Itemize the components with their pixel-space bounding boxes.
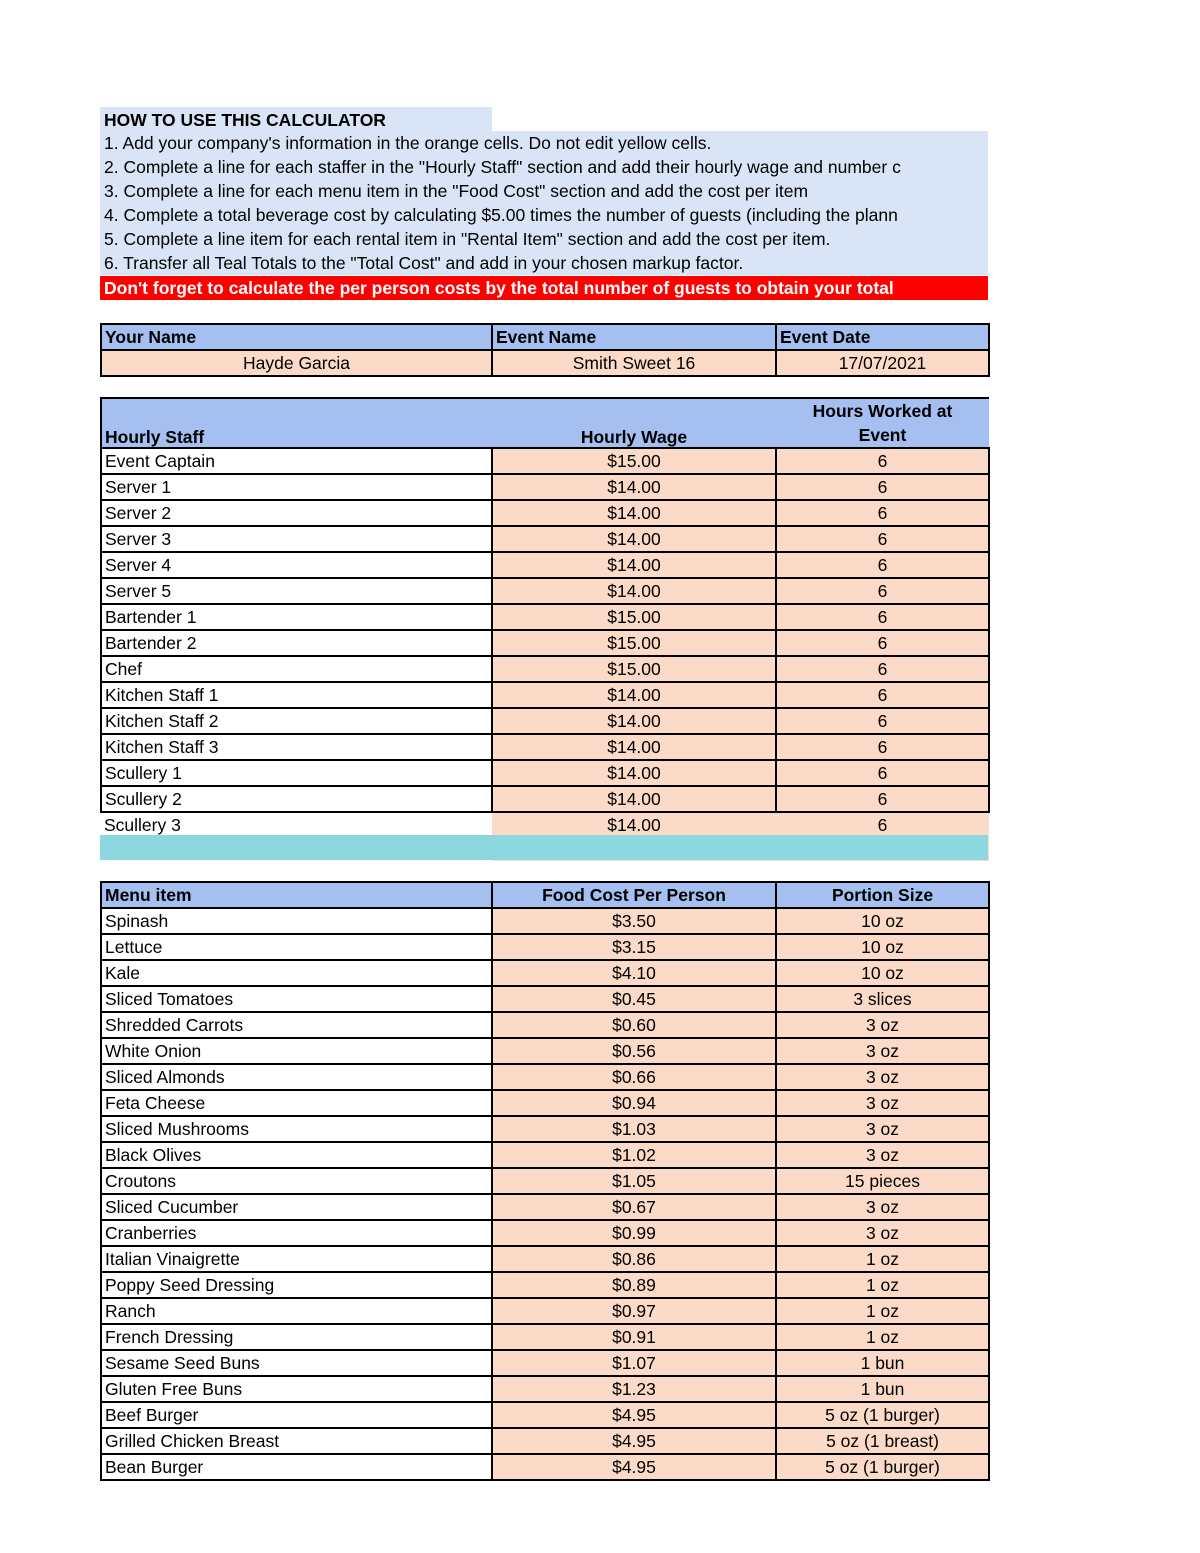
staff-wage[interactable]: $14.00 <box>492 682 776 708</box>
menu-item[interactable]: Sliced Mushrooms <box>101 1116 492 1142</box>
menu-cost[interactable]: $0.94 <box>492 1090 776 1116</box>
menu-portion[interactable]: 1 bun <box>776 1376 989 1402</box>
menu-cost[interactable]: $0.99 <box>492 1220 776 1246</box>
menu-portion[interactable]: 1 oz <box>776 1298 989 1324</box>
staff-hours[interactable]: 6 <box>776 812 989 837</box>
staff-hours[interactable]: 6 <box>776 500 989 526</box>
instruction-step-6: 6. Transfer all Teal Totals to the "Total Cost" and add in your chosen markup factor. <box>100 251 988 275</box>
staff-row <box>101 474 989 500</box>
hourly-staff-table <box>100 397 990 861</box>
staff-row <box>101 682 989 708</box>
menu-cost[interactable]: $0.45 <box>492 986 776 1012</box>
menu-row <box>101 1350 989 1376</box>
menu-cost[interactable]: $1.23 <box>492 1376 776 1402</box>
staff-hours[interactable]: 6 <box>776 552 989 578</box>
menu-item[interactable]: Lettuce <box>101 934 492 960</box>
menu-item[interactable]: Bean Burger <box>101 1454 492 1480</box>
menu-portion[interactable]: 3 oz <box>776 1038 989 1064</box>
menu-portion[interactable]: 10 oz <box>776 934 989 960</box>
menu-item[interactable]: French Dressing <box>101 1324 492 1350</box>
staff-row <box>101 552 989 578</box>
menu-item[interactable]: Gluten Free Buns <box>101 1376 492 1402</box>
staff-wage[interactable]: $15.00 <box>492 656 776 682</box>
menu-portion[interactable]: 3 oz <box>776 1090 989 1116</box>
staff-row <box>101 708 989 734</box>
menu-row <box>101 1246 989 1272</box>
staff-hours[interactable]: 6 <box>776 448 989 474</box>
menu-portion[interactable]: 5 oz (1 burger) <box>776 1454 989 1480</box>
staff-teal-total-bar <box>100 835 988 860</box>
staff-hours[interactable]: 6 <box>776 604 989 630</box>
menu-cost[interactable]: $1.02 <box>492 1142 776 1168</box>
menu-row <box>101 1428 989 1454</box>
staff-hours[interactable]: 6 <box>776 682 989 708</box>
event-info-header-row <box>101 324 989 350</box>
menu-portion[interactable]: 3 slices <box>776 986 989 1012</box>
menu-cost[interactable]: $1.05 <box>492 1168 776 1194</box>
menu-portion[interactable]: 3 oz <box>776 1012 989 1038</box>
staff-role[interactable]: Kitchen Staff 1 <box>101 682 492 708</box>
hours-worked-header-line1: Hours Worked at <box>812 401 953 421</box>
menu-cost[interactable]: $3.50 <box>492 908 776 934</box>
warning-banner: Don't forget to calculate the per person costs by the total number of guests to obtain your total <box>100 276 988 300</box>
staff-row <box>101 448 989 474</box>
menu-item[interactable]: Feta Cheese <box>101 1090 492 1116</box>
menu-item[interactable]: Grilled Chicken Breast <box>101 1428 492 1454</box>
event-date-header: Event Date <box>776 324 989 350</box>
staff-role[interactable]: Server 4 <box>101 552 492 578</box>
menu-portion[interactable]: 5 oz (1 burger) <box>776 1402 989 1428</box>
menu-item[interactable]: Spinash <box>101 908 492 934</box>
portion-size-header: Portion Size <box>776 882 989 908</box>
staff-role[interactable]: Bartender 1 <box>101 604 492 630</box>
staff-row <box>101 656 989 682</box>
hourly-staff-header-row <box>101 398 989 448</box>
staff-wage[interactable]: $14.00 <box>492 552 776 578</box>
menu-portion[interactable]: 10 oz <box>776 908 989 934</box>
staff-role[interactable]: Server 1 <box>101 474 492 500</box>
menu-row <box>101 908 989 934</box>
staff-role[interactable]: Chef <box>101 656 492 682</box>
instruction-step-5: 5. Complete a line item for each rental item in "Rental Item" section and add the cost per item. <box>100 227 988 251</box>
menu-portion[interactable]: 1 oz <box>776 1324 989 1350</box>
menu-portion[interactable]: 3 oz <box>776 1220 989 1246</box>
instruction-step-3: 3. Complete a line for each menu item in the "Food Cost" section and add the cost per item <box>100 179 988 203</box>
menu-item[interactable]: Black Olives <box>101 1142 492 1168</box>
staff-wage[interactable]: $14.00 <box>492 786 776 812</box>
menu-cost[interactable]: $3.15 <box>492 934 776 960</box>
menu-row <box>101 1012 989 1038</box>
staff-role[interactable]: Kitchen Staff 2 <box>101 708 492 734</box>
menu-portion[interactable]: 1 oz <box>776 1272 989 1298</box>
your-name-header: Your Name <box>101 324 492 350</box>
menu-item[interactable]: Sliced Cucumber <box>101 1194 492 1220</box>
menu-cost[interactable]: $0.67 <box>492 1194 776 1220</box>
menu-cost[interactable]: $4.95 <box>492 1402 776 1428</box>
event-info-value-row <box>101 350 989 376</box>
menu-item-header: Menu item <box>101 882 492 908</box>
staff-wage[interactable]: $14.00 <box>492 760 776 786</box>
menu-portion[interactable]: 1 oz <box>776 1246 989 1272</box>
menu-row <box>101 934 989 960</box>
staff-hours[interactable]: 6 <box>776 656 989 682</box>
staff-wage[interactable]: $14.00 <box>492 500 776 526</box>
hours-worked-header <box>776 398 989 448</box>
staff-row <box>101 786 989 812</box>
menu-item[interactable]: Italian Vinaigrette <box>101 1246 492 1272</box>
menu-cost[interactable]: $4.95 <box>492 1454 776 1480</box>
event-info-table <box>100 323 990 377</box>
staff-hours[interactable]: 6 <box>776 630 989 656</box>
menu-cost[interactable]: $4.10 <box>492 960 776 986</box>
food-cost-header: Food Cost Per Person <box>492 882 776 908</box>
staff-role[interactable]: Scullery 3 <box>104 815 181 835</box>
menu-item[interactable]: Shredded Carrots <box>101 1012 492 1038</box>
menu-item[interactable]: Sliced Almonds <box>101 1064 492 1090</box>
staff-role[interactable]: Server 2 <box>101 500 492 526</box>
menu-row <box>101 1090 989 1116</box>
staff-wage[interactable]: $14.00 <box>492 474 776 500</box>
staff-hours[interactable]: 6 <box>776 734 989 760</box>
menu-item[interactable]: Poppy Seed Dressing <box>101 1272 492 1298</box>
staff-wage[interactable]: $15.00 <box>492 630 776 656</box>
menu-item[interactable]: Beef Burger <box>101 1402 492 1428</box>
menu-cost[interactable]: $0.60 <box>492 1012 776 1038</box>
menu-row <box>101 986 989 1012</box>
menu-row <box>101 1402 989 1428</box>
instruction-step-1: 1. Add your company's information in the orange cells. Do not edit yellow cells. <box>100 131 988 155</box>
menu-row <box>101 1142 989 1168</box>
staff-row <box>101 604 989 630</box>
event-date-cell[interactable]: 17/07/2021 <box>776 350 989 376</box>
menu-cost[interactable]: $1.03 <box>492 1116 776 1142</box>
instruction-step-2: 2. Complete a line for each staffer in the "Hourly Staff" section and add their hourly wage and number c <box>100 155 988 179</box>
menu-row <box>101 1116 989 1142</box>
menu-item[interactable]: Ranch <box>101 1298 492 1324</box>
menu-row <box>101 1194 989 1220</box>
menu-row <box>101 1454 989 1480</box>
menu-row <box>101 1324 989 1350</box>
staff-hours[interactable]: 6 <box>776 526 989 552</box>
menu-row <box>101 1298 989 1324</box>
hours-worked-header-line2: Event <box>858 425 907 445</box>
menu-item[interactable]: Kale <box>101 960 492 986</box>
staff-hours[interactable]: 6 <box>776 474 989 500</box>
menu-cost[interactable]: $0.89 <box>492 1272 776 1298</box>
staff-wage[interactable]: $15.00 <box>492 604 776 630</box>
staff-role[interactable]: Server 5 <box>101 578 492 604</box>
menu-portion[interactable]: 5 oz (1 breast) <box>776 1428 989 1454</box>
staff-row <box>101 812 989 837</box>
menu-item[interactable]: Sliced Tomatoes <box>101 986 492 1012</box>
menu-cost[interactable]: $0.91 <box>492 1324 776 1350</box>
staff-hours[interactable]: 6 <box>776 760 989 786</box>
staff-role[interactable]: Kitchen Staff 3 <box>101 734 492 760</box>
staff-row <box>101 734 989 760</box>
staff-row <box>101 630 989 656</box>
your-name-cell[interactable]: Hayde Garcia <box>101 350 492 376</box>
menu-row <box>101 1272 989 1298</box>
menu-row <box>101 1220 989 1246</box>
menu-item[interactable]: White Onion <box>101 1038 492 1064</box>
menu-portion[interactable]: 3 oz <box>776 1116 989 1142</box>
menu-portion[interactable]: 15 pieces <box>776 1168 989 1194</box>
menu-row <box>101 960 989 986</box>
staff-role[interactable]: Scullery 1 <box>101 760 492 786</box>
menu-cost[interactable]: $0.56 <box>492 1038 776 1064</box>
menu-row <box>101 1038 989 1064</box>
menu-cost[interactable]: $0.86 <box>492 1246 776 1272</box>
staff-row <box>101 578 989 604</box>
staff-wage[interactable]: $14.00 <box>492 708 776 734</box>
staff-wage[interactable]: $14.00 <box>492 578 776 604</box>
menu-cost[interactable]: $0.66 <box>492 1064 776 1090</box>
staff-hours[interactable]: 6 <box>776 578 989 604</box>
menu-table <box>100 881 990 1481</box>
staff-role[interactable]: Bartender 2 <box>101 630 492 656</box>
staff-row <box>101 500 989 526</box>
menu-cost[interactable]: $0.97 <box>492 1298 776 1324</box>
staff-row <box>101 526 989 552</box>
staff-hours[interactable]: 6 <box>776 708 989 734</box>
menu-portion[interactable]: 3 oz <box>776 1194 989 1220</box>
menu-portion[interactable]: 3 oz <box>776 1064 989 1090</box>
staff-row <box>101 760 989 786</box>
event-name-cell[interactable]: Smith Sweet 16 <box>492 350 776 376</box>
instruction-step-4: 4. Complete a total beverage cost by calculating $5.00 times the number of guests (including the plann <box>100 203 988 227</box>
menu-row <box>101 1376 989 1402</box>
menu-cost[interactable]: $1.07 <box>492 1350 776 1376</box>
menu-row <box>101 1168 989 1194</box>
menu-portion[interactable]: 3 oz <box>776 1142 989 1168</box>
staff-role[interactable]: Server 3 <box>101 526 492 552</box>
staff-wage[interactable]: $14.00 <box>492 734 776 760</box>
staff-role[interactable]: Event Captain <box>101 448 492 474</box>
staff-hours[interactable]: 6 <box>776 786 989 812</box>
menu-header-row <box>101 882 989 908</box>
staff-role[interactable]: Scullery 2 <box>101 786 492 812</box>
menu-portion[interactable]: 10 oz <box>776 960 989 986</box>
menu-portion[interactable]: 1 bun <box>776 1350 989 1376</box>
staff-wage[interactable]: $14.00 <box>492 526 776 552</box>
menu-item[interactable]: Sesame Seed Buns <box>101 1350 492 1376</box>
staff-wage[interactable]: $14.00 <box>492 812 776 837</box>
event-name-header: Event Name <box>492 324 776 350</box>
staff-wage[interactable]: $15.00 <box>492 448 776 474</box>
menu-item[interactable]: Cranberries <box>101 1220 492 1246</box>
hourly-staff-header: Hourly Staff <box>101 398 492 448</box>
hourly-wage-header: Hourly Wage <box>492 398 776 448</box>
instructions-title: HOW TO USE THIS CALCULATOR <box>100 107 492 131</box>
menu-row <box>101 1064 989 1090</box>
menu-item[interactable]: Croutons <box>101 1168 492 1194</box>
menu-cost[interactable]: $4.95 <box>492 1428 776 1454</box>
